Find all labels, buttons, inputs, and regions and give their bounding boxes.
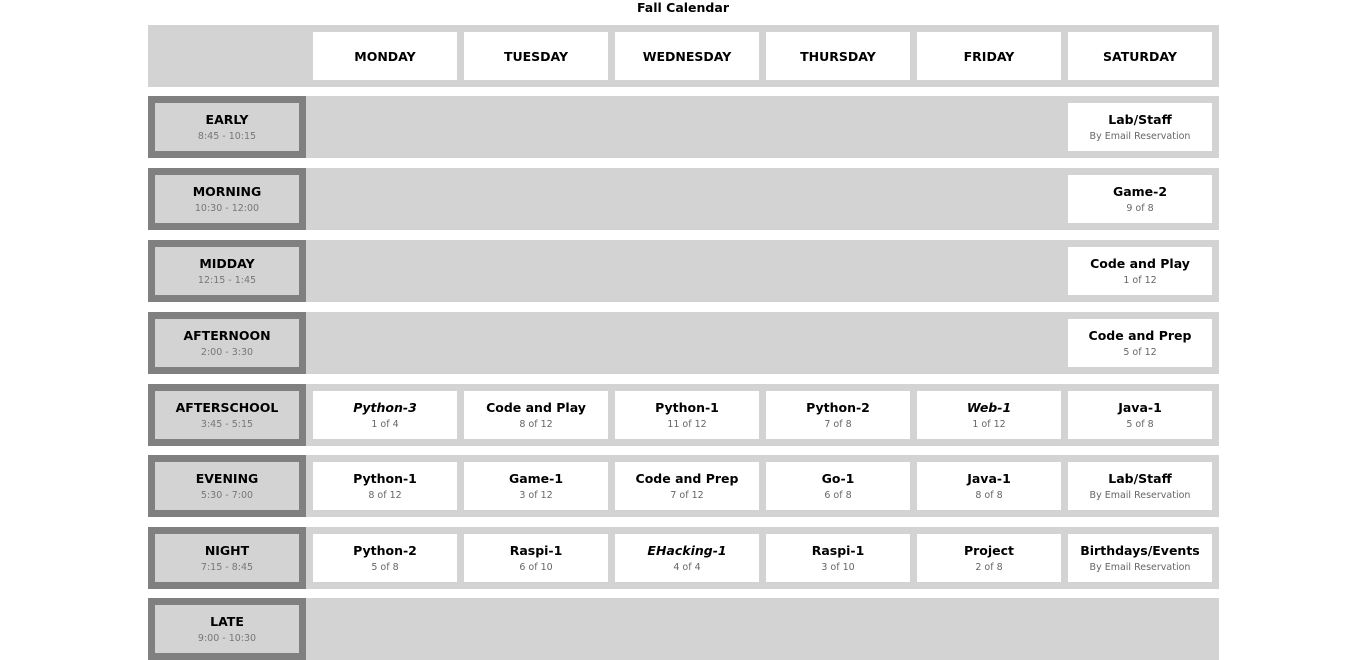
class-cell-saturday[interactable]	[1068, 319, 1212, 367]
class-name: Code and Prep	[1088, 327, 1192, 343]
class-name: Python-2	[353, 542, 417, 558]
slot-time: 8:45 - 10:15	[197, 130, 257, 142]
class-cell-saturday[interactable]	[1068, 534, 1212, 582]
class-name: Game-2	[1112, 183, 1168, 199]
class-name: Raspi-1	[811, 542, 865, 558]
class-name: Game-1	[508, 470, 564, 486]
class-name: Birthdays/Events	[1080, 542, 1200, 558]
class-cell-saturday[interactable]	[1068, 462, 1212, 510]
page-title: Fall Calendar	[637, 0, 729, 15]
class-name: Python-1	[353, 470, 417, 486]
class-enrollment: 7 of 12	[670, 489, 704, 501]
class-enrollment: 3 of 12	[519, 489, 553, 501]
slot-time: 5:30 - 7:00	[200, 489, 254, 501]
class-enrollment: 9 of 8	[1126, 202, 1154, 214]
class-name: EHacking-1	[647, 542, 727, 558]
day-header-friday: FRIDAY	[917, 32, 1061, 80]
slot-name: MORNING	[192, 183, 262, 199]
slot-name: NIGHT	[204, 542, 250, 558]
slot-label	[148, 455, 306, 517]
class-cell-monday[interactable]	[313, 462, 457, 510]
class-enrollment: 8 of 12	[519, 418, 553, 430]
class-cell-thursday[interactable]	[766, 534, 910, 582]
class-name: Java-1	[1118, 399, 1162, 415]
slot-time: 2:00 - 3:30	[200, 346, 254, 358]
slot-name: LATE	[210, 613, 244, 629]
class-cell-wednesday[interactable]	[615, 391, 759, 439]
class-enrollment: 5 of 8	[371, 561, 399, 573]
time-slot-row-late	[148, 598, 1219, 660]
day-header-tuesday: TUESDAY	[464, 32, 608, 80]
slot-label	[148, 598, 306, 660]
slot-label	[148, 168, 306, 230]
slot-label-box	[155, 247, 299, 295]
class-cell-thursday[interactable]	[766, 391, 910, 439]
slot-time: 9:00 - 10:30	[197, 632, 257, 644]
time-slot-row-midday	[148, 240, 1219, 302]
day-header-saturday: SATURDAY	[1068, 32, 1212, 80]
day-header-wednesday: WEDNESDAY	[615, 32, 759, 80]
slot-label	[148, 312, 306, 374]
slot-label	[148, 384, 306, 446]
class-cell-saturday[interactable]	[1068, 391, 1212, 439]
class-enrollment: 4 of 4	[673, 561, 701, 573]
slot-label-box	[155, 534, 299, 582]
class-cell-saturday[interactable]	[1068, 103, 1212, 151]
class-enrollment: 1 of 12	[972, 418, 1006, 430]
class-enrollment: 8 of 12	[368, 489, 402, 501]
class-cell-friday[interactable]	[917, 391, 1061, 439]
time-slot-row-early	[148, 96, 1219, 158]
slot-name: EVENING	[195, 470, 259, 486]
class-name: Raspi-1	[509, 542, 563, 558]
time-slot-row-morning	[148, 168, 1219, 230]
slot-name: MIDDAY	[199, 255, 255, 271]
class-enrollment: 1 of 4	[371, 418, 399, 430]
slot-label-box	[155, 605, 299, 653]
class-cell-wednesday[interactable]	[615, 534, 759, 582]
class-name: Lab/Staff	[1108, 111, 1172, 127]
class-enrollment: 3 of 10	[821, 561, 855, 573]
class-cell-friday[interactable]	[917, 534, 1061, 582]
class-cell-monday[interactable]	[313, 534, 457, 582]
slot-name: AFTERSCHOOL	[175, 399, 279, 415]
slot-label-box	[155, 319, 299, 367]
slot-name: AFTERNOON	[183, 327, 271, 343]
class-cell-tuesday[interactable]	[464, 462, 608, 510]
class-cell-friday[interactable]	[917, 462, 1061, 510]
class-name: Project	[963, 542, 1015, 558]
class-enrollment: 8 of 8	[975, 489, 1003, 501]
time-slot-row-afterschool	[148, 384, 1219, 446]
class-name: Web-1	[966, 399, 1012, 415]
day-header-monday: MONDAY	[313, 32, 457, 80]
class-name: Lab/Staff	[1108, 470, 1172, 486]
class-enrollment: 1 of 12	[1123, 274, 1157, 286]
class-cell-monday[interactable]	[313, 391, 457, 439]
class-enrollment: 6 of 10	[519, 561, 553, 573]
time-slot-row-night	[148, 527, 1219, 589]
class-enrollment: 5 of 12	[1123, 346, 1157, 358]
slot-time: 10:30 - 12:00	[194, 202, 260, 214]
slot-label-box	[155, 462, 299, 510]
slot-label-box	[155, 103, 299, 151]
class-name: Code and Prep	[635, 470, 739, 486]
class-enrollment: 2 of 8	[975, 561, 1003, 573]
slot-time: 3:45 - 5:15	[200, 418, 254, 430]
slot-label	[148, 240, 306, 302]
slot-time: 7:15 - 8:45	[200, 561, 254, 573]
class-enrollment: 6 of 8	[824, 489, 852, 501]
class-name: Go-1	[821, 470, 855, 486]
slot-time: 12:15 - 1:45	[197, 274, 257, 286]
class-name: Code and Play	[1090, 255, 1190, 271]
class-enrollment: By Email Reservation	[1089, 489, 1191, 501]
time-slot-row-evening	[148, 455, 1219, 517]
time-slot-row-afternoon	[148, 312, 1219, 374]
slot-label-box	[155, 391, 299, 439]
class-name: Java-1	[967, 470, 1011, 486]
slot-label	[148, 527, 306, 589]
day-header-row	[148, 25, 1219, 87]
class-enrollment: 7 of 8	[824, 418, 852, 430]
slot-label	[148, 96, 306, 158]
class-cell-wednesday[interactable]	[615, 462, 759, 510]
class-cell-saturday[interactable]	[1068, 175, 1212, 223]
class-name: Python-2	[806, 399, 870, 415]
slot-name: EARLY	[205, 111, 249, 127]
class-name: Python-3	[353, 399, 417, 415]
class-cell-tuesday[interactable]	[464, 534, 608, 582]
day-header-thursday: THURSDAY	[766, 32, 910, 80]
class-cell-saturday[interactable]	[1068, 247, 1212, 295]
class-enrollment: By Email Reservation	[1089, 561, 1191, 573]
class-cell-thursday[interactable]	[766, 462, 910, 510]
class-enrollment: 5 of 8	[1126, 418, 1154, 430]
slot-label-box	[155, 175, 299, 223]
class-name: Python-1	[655, 399, 719, 415]
class-enrollment: 11 of 12	[667, 418, 707, 430]
class-cell-tuesday[interactable]	[464, 391, 608, 439]
class-enrollment: By Email Reservation	[1089, 130, 1191, 142]
class-name: Code and Play	[486, 399, 586, 415]
